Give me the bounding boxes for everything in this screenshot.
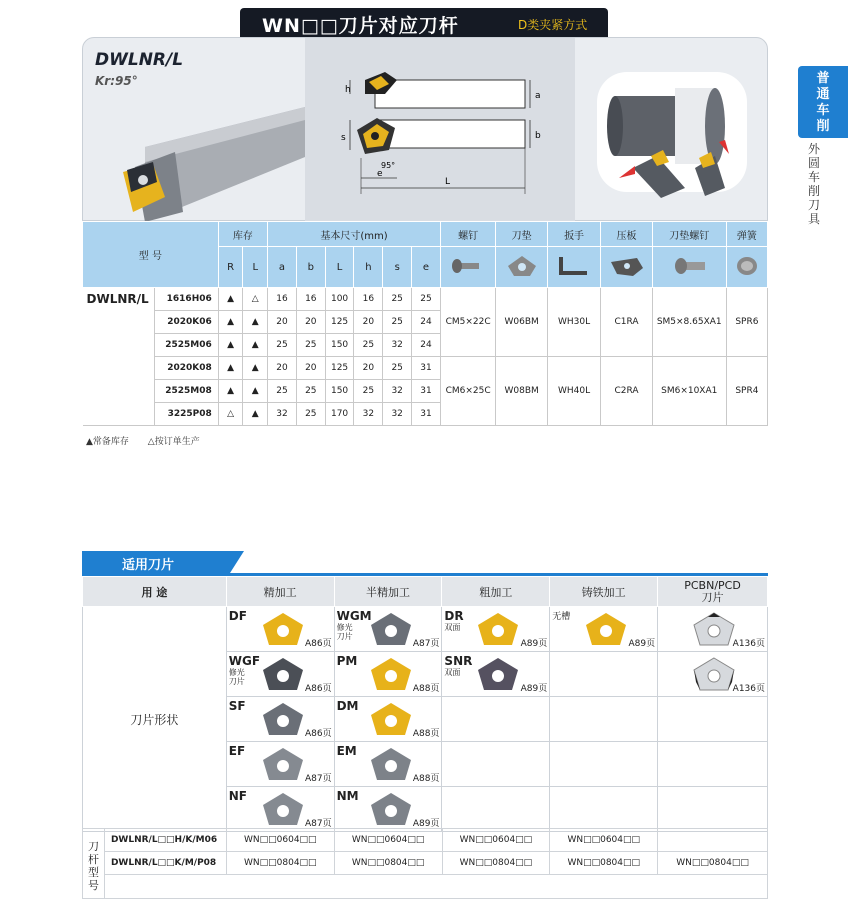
insert-wgm[interactable] [334, 607, 442, 652]
stock-l: △ [243, 288, 268, 311]
dim-value: 20 [268, 357, 297, 380]
dim-value: 150 [325, 380, 354, 403]
page-ref: A136页 [732, 639, 765, 649]
insert-snr[interactable] [442, 652, 550, 697]
insert-label: DF [228, 609, 247, 623]
legend-stock: ▲常备库存 [86, 437, 129, 447]
dim-value: 150 [325, 334, 354, 357]
stock-r: ▲ [218, 288, 243, 311]
insert-label: DR [444, 609, 464, 623]
insert-label: DM [336, 699, 359, 713]
table-row [83, 852, 768, 875]
dim-value: 31 [412, 403, 441, 426]
dark-insert-icon [476, 656, 520, 694]
insert-sub: 双面 [444, 668, 461, 677]
dim-value: 16 [296, 288, 325, 311]
dim-value: 25 [383, 288, 412, 311]
tool-overview-panel [82, 37, 768, 221]
tool-holder-image [105, 72, 305, 222]
table-row [83, 288, 768, 311]
model-header: 型 号 [83, 222, 219, 288]
chapter-tab-char: 通 [816, 87, 830, 102]
col-semi-finishing: 半精加工 [334, 577, 442, 607]
empty-cell [550, 787, 658, 832]
page-ref: A89页 [520, 684, 548, 694]
dim-value: 25 [296, 403, 325, 426]
dim-value: 32 [383, 403, 412, 426]
part-header-shim: 刀垫 [496, 222, 547, 247]
stock-l: ▲ [243, 403, 268, 426]
holder-code: DWLNR/L□□K/M/P08 [104, 852, 226, 875]
gold-insert-icon [584, 611, 628, 649]
dimension-drawing [305, 38, 575, 221]
page-ref: A87页 [304, 819, 332, 829]
dim-value: 25 [354, 380, 383, 403]
stock-l: ▲ [243, 357, 268, 380]
dim-label-b: b [535, 131, 541, 141]
dim-value: 25 [354, 334, 383, 357]
model-code: 2020K08 [154, 357, 218, 380]
dim-value: 24 [412, 311, 441, 334]
empty-cell [442, 697, 550, 742]
machining-photo-svg [575, 38, 769, 221]
insert-pcbn-2[interactable] [658, 652, 768, 697]
empty-cell [442, 742, 550, 787]
part-clamp: C2RA [601, 357, 652, 426]
shim-screw-icon [652, 247, 726, 288]
col-finishing: 精加工 [226, 577, 334, 607]
dim-value: 32 [383, 380, 412, 403]
insert-nm[interactable] [334, 787, 442, 832]
insert-label: NF [228, 789, 248, 803]
insert-spec: WN□□0804□□ [550, 852, 658, 875]
dim-label-a: a [535, 91, 541, 101]
chapter-tab[interactable] [798, 66, 848, 138]
col-cast-iron: 铸铁加工 [550, 577, 658, 607]
insert-table [82, 576, 768, 832]
dim-value: 16 [268, 288, 297, 311]
insert-wgf[interactable] [226, 652, 334, 697]
dim-value: 24 [412, 334, 441, 357]
stock-header: 库存 [218, 222, 267, 247]
part-header-wrench: 扳手 [547, 222, 600, 247]
page-subtitle: D类夹紧方式 [518, 18, 588, 32]
stock-l: ▲ [243, 311, 268, 334]
page-ref: A87页 [412, 639, 440, 649]
insert-spec: WN□□0604□□ [334, 829, 442, 852]
dim-label-s: s [341, 133, 346, 143]
group-name: DWLNR/L [83, 288, 155, 426]
dim-value: 25 [268, 334, 297, 357]
dim-value: 32 [354, 403, 383, 426]
insert-spec: WN□□0804□□ [334, 852, 442, 875]
page-title: WN□□刀片对应刀杆 [262, 15, 459, 37]
part-header-screw: 螺钉 [440, 222, 496, 247]
insert-spec: WN□□0604□□ [550, 829, 658, 852]
dim-value: 31 [412, 357, 441, 380]
gray-insert-icon [369, 611, 413, 649]
page-ref: A86页 [304, 729, 332, 739]
insert-dr[interactable] [442, 607, 550, 652]
page-ref: A88页 [412, 729, 440, 739]
insert-shape-label: 刀片形状 [83, 607, 227, 832]
stock-col-r: R [218, 247, 243, 288]
model-code: 2525M08 [154, 380, 218, 403]
part-header-clamp: 压板 [601, 222, 652, 247]
stock-r: ▲ [218, 380, 243, 403]
insert-ef[interactable] [226, 742, 334, 787]
insert-sub: 双面 [444, 623, 461, 632]
gray-insert-icon [369, 746, 413, 784]
model-code: 1616H06 [154, 288, 218, 311]
dim-value: 25 [268, 380, 297, 403]
dim-col-s: s [383, 247, 412, 288]
insert-label: WGF [228, 654, 261, 668]
dim-label-angle: 95° [381, 161, 396, 170]
insert-spec [658, 829, 768, 852]
dim-value: 16 [354, 288, 383, 311]
insert-section-tab-tip [230, 551, 244, 573]
insert-label: PM [336, 654, 358, 668]
col-pcbn-pcd: PCBN/PCD 刀片 [658, 577, 768, 607]
pcbn-insert-icon [692, 611, 736, 649]
stock-legend [86, 434, 216, 447]
page-ref: A89页 [520, 639, 548, 649]
insert-label: SNR [444, 654, 473, 668]
part-screw: CM6×25C [440, 357, 496, 426]
dim-value: 20 [296, 357, 325, 380]
dimension-drawing-svg [305, 38, 575, 221]
dark-insert-icon [261, 656, 305, 694]
insert-sub: 修光刀片 [228, 668, 245, 686]
page-ref: A89页 [412, 819, 440, 829]
part-header-spring: 弹簧 [726, 222, 767, 247]
insert-sf[interactable] [226, 697, 334, 742]
dim-col-L: L [325, 247, 354, 288]
machining-photo [575, 38, 769, 221]
dim-value: 32 [268, 403, 297, 426]
insert-df[interactable] [226, 607, 334, 652]
empty-cell [550, 742, 658, 787]
gray-insert-icon [261, 746, 305, 784]
holder-table [82, 828, 768, 899]
gray-insert-icon [369, 791, 413, 829]
insert-em[interactable] [334, 742, 442, 787]
chapter-tab-char: 削 [816, 119, 830, 134]
part-wrench: WH40L [547, 357, 600, 426]
dim-value: 25 [296, 380, 325, 403]
part-shim-screw: SM6×10XA1 [652, 357, 726, 426]
insert-label: 无槽 [552, 612, 571, 622]
part-spring: SPR6 [726, 288, 767, 357]
insert-spec: WN□□0804□□ [442, 852, 550, 875]
wrench-icon [547, 247, 600, 288]
insert-spec: WN□□0604□□ [226, 829, 334, 852]
dim-col-a: a [268, 247, 297, 288]
dimension-header: 基本尺寸(mm) [268, 222, 441, 247]
gray-insert-icon [261, 791, 305, 829]
dim-value: 25 [296, 334, 325, 357]
pcbn-insert-icon [692, 656, 736, 694]
insert-pcbn-1[interactable] [658, 607, 768, 652]
insert-spec: WN□□0604□□ [442, 829, 550, 852]
insert-label: NM [336, 789, 359, 803]
part-shim-screw: SM5×8.65XA1 [652, 288, 726, 357]
insert-label: EM [336, 744, 357, 758]
page-ref: A87页 [304, 774, 332, 784]
empty-row [104, 875, 767, 899]
tool-approach-angle: Kr:95° [95, 74, 138, 88]
dim-value: 32 [383, 334, 412, 357]
insert-label: EF [228, 744, 246, 758]
gold-insert-icon [369, 701, 413, 739]
empty-cell [550, 697, 658, 742]
insert-dm[interactable] [334, 697, 442, 742]
dim-value: 31 [412, 380, 441, 403]
part-screw: CM5×22C [440, 288, 496, 357]
col-roughing: 粗加工 [442, 577, 550, 607]
dim-value: 25 [383, 357, 412, 380]
dim-col-b: b [296, 247, 325, 288]
model-code: 3225P08 [154, 403, 218, 426]
gold-insert-icon [261, 611, 305, 649]
dim-value: 125 [325, 311, 354, 334]
empty-cell [442, 787, 550, 832]
legend-order: △按订单生产 [147, 437, 200, 447]
chapter-tab-char: 普 [816, 71, 830, 86]
dim-value: 125 [325, 357, 354, 380]
empty-cell [658, 742, 768, 787]
stock-r: ▲ [218, 357, 243, 380]
insert-nf[interactable] [226, 787, 334, 832]
spec-table [82, 221, 768, 426]
model-code: 2525M06 [154, 334, 218, 357]
part-spring: SPR4 [726, 357, 767, 426]
gold-insert-icon [476, 611, 520, 649]
clamp-icon [601, 247, 652, 288]
stock-r: △ [218, 403, 243, 426]
insert-label: SF [228, 699, 246, 713]
empty-cell [658, 697, 768, 742]
part-clamp: C1RA [601, 288, 652, 357]
dim-value: 25 [383, 311, 412, 334]
part-wrench: WH30L [547, 288, 600, 357]
dim-value: 25 [412, 288, 441, 311]
stock-l: ▲ [243, 380, 268, 403]
dim-label-h: h [345, 85, 351, 95]
page-ref: A86页 [304, 684, 332, 694]
part-header-shim-screw: 刀垫螺钉 [652, 222, 726, 247]
insert-label: WGM [336, 609, 372, 623]
dim-value: 20 [354, 311, 383, 334]
insert-spec: WN□□0804□□ [226, 852, 334, 875]
gray-insert-icon [261, 701, 305, 739]
stock-col-l: L [243, 247, 268, 288]
dim-col-h: h [354, 247, 383, 288]
dim-label-L: L [445, 177, 451, 187]
shim-icon [496, 247, 547, 288]
dim-value: 20 [296, 311, 325, 334]
dim-label-e: e [377, 169, 383, 179]
screw-icon [440, 247, 496, 288]
empty-cell [658, 787, 768, 832]
empty-cell [550, 652, 658, 697]
stock-l: ▲ [243, 334, 268, 357]
holder-label: 刀杆型号 [83, 829, 105, 899]
tool-model-name: DWLNR/L [95, 50, 184, 70]
part-shim: W06BM [496, 288, 547, 357]
insert-cast-iron[interactable] [550, 607, 658, 652]
model-code: 2020K06 [154, 311, 218, 334]
stock-r: ▲ [218, 334, 243, 357]
stock-r: ▲ [218, 311, 243, 334]
page-ref: A88页 [412, 774, 440, 784]
dim-value: 100 [325, 288, 354, 311]
dim-value: 170 [325, 403, 354, 426]
dim-col-e: e [412, 247, 441, 288]
part-shim: W08BM [496, 357, 547, 426]
insert-section-tab: 适用刀片 [82, 551, 230, 573]
dim-value: 20 [268, 311, 297, 334]
insert-pm[interactable] [334, 652, 442, 697]
gold-insert-icon [369, 656, 413, 694]
use-header: 用 途 [83, 577, 227, 607]
page-header [240, 8, 608, 38]
table-row [83, 357, 768, 380]
insert-sub: 修光刀片 [336, 623, 353, 641]
insert-spec: WN□□0804□□ [658, 852, 768, 875]
page-ref: A136页 [732, 684, 765, 694]
holder-code: DWLNR/L□□H/K/M06 [104, 829, 226, 852]
spring-icon [726, 247, 767, 288]
page-ref: A88页 [412, 684, 440, 694]
chapter-tab-char: 车 [816, 103, 830, 118]
dim-value: 20 [354, 357, 383, 380]
page-ref: A89页 [628, 639, 656, 649]
table-row [83, 829, 768, 852]
chapter-subtitle: 外圆车削刀具 [808, 142, 821, 226]
page-ref: A86页 [304, 639, 332, 649]
